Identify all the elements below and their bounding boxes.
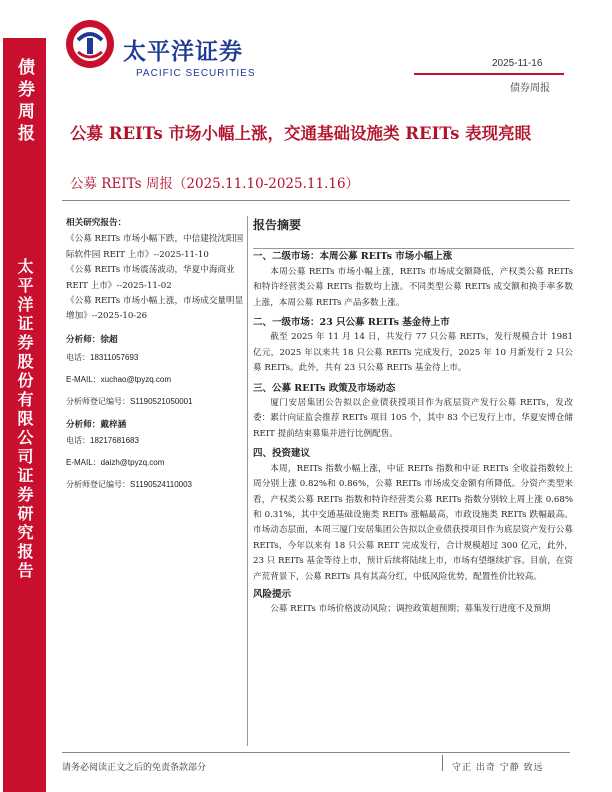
report-subtitle: 公募 REITs 周报（2025.11.10-2025.11.16） <box>70 176 360 192</box>
footer-separator <box>442 755 443 771</box>
report-summary <box>253 218 573 618</box>
analyst-phone: 电话：18217681683 <box>66 435 139 445</box>
report-date: 2025-11-16 <box>492 58 543 69</box>
section-body: 厦门安居集团公告拟以企业债获授项目作为底层资产发行公募 REITs，发改委：累计向证监会推荐 REITs 项目 105 个，其中 83 个已发行上市，华夏安博仓储 REIT 提前结束募集并进行比例配售。 <box>253 398 573 439</box>
company-name-en: PACIFIC SECURITIES <box>136 68 256 79</box>
footer-motto: 守正 出奇 宁静 致远 <box>452 763 544 773</box>
company-name-cn: 太平洋证券 <box>123 39 243 65</box>
report-title: 公募 REITs 市场小幅上涨，交通基础设施类 REITs 表现亮眼 <box>70 124 532 143</box>
left-info-column <box>66 216 244 501</box>
sidebar-report-type: 债券周报 <box>14 58 34 146</box>
analyst-heading: 分析师：徐超 <box>66 334 118 345</box>
company-logo-icon <box>64 18 116 70</box>
footer-disclaimer: 请务必阅读正文之后的免责条款部分 <box>62 763 207 773</box>
risk-body: 公募 REITs 市场价格波动风险；调控政策超预期；募集发行进度不及预期 <box>270 604 551 615</box>
section-body: 截至 2025 年 11 月 14 日，共发行 77 只公募 REITs，发行规模合计 1981 亿元，2025 年以来共 18 只公募 REITs 完成发行，2025 年 10 月新发行 2 只公募 REITs。此外，共有 23 只公募 REITs 基金待上市。 <box>253 332 573 374</box>
analyst-heading: 分析师：戴梓涵 <box>66 420 127 431</box>
footer-divider <box>62 752 570 753</box>
sidebar-report-type-band <box>3 38 46 146</box>
section-heading: 四、投资建议 <box>253 448 311 460</box>
section-body: 本周公募 REITs 市场小幅上涨，REITs 市场成交额降低，产权类公募 REITs 和特许经营类公募 REITs 指数均上涨。不同类型公募 REITs 成交额和换手率多数上涨，本周公募 REITs 产品多数上涨。 <box>253 266 573 308</box>
sidebar-company-band <box>3 146 46 792</box>
section-heading: 三、公募 REITs 政策及市场动态 <box>253 382 396 394</box>
analyst-cert: 分析师登记编号：S1190524110003 <box>66 479 192 489</box>
related-reports-heading: 相关研究报告： <box>66 218 127 228</box>
sidebar-company-name: 太平洋证券股份有限公司证券研究报告 <box>15 258 34 581</box>
section-heading: 一、二级市场：本周公募 REITs 市场小幅上涨 <box>253 251 453 263</box>
column-divider <box>247 216 248 746</box>
analyst-phone: 电话：18311057693 <box>66 353 139 363</box>
related-report-item[interactable]: 《公募 REITs 市场震荡波动，华夏中海商业 REIT 上市》--2025-11-02 <box>66 265 235 291</box>
analyst-email[interactable]: E-MAIL：xuchao@tpyzq.com <box>66 375 172 385</box>
analyst-cert: 分析师登记编号：S1190521050001 <box>66 397 193 407</box>
header-divider <box>414 73 564 75</box>
related-report-item[interactable]: 《公募 REITs 市场小幅上涨，市场成交量明显增加》--2025-10-26 <box>66 296 244 322</box>
section-body: 本周，REITs 指数小幅上涨，中证 REITs 指数和中证 REITs 全收益指数较上周分别上涨 0.82%和 0.86%，公募 REITs 市场成交金额有所降低。分资产类型来看，产权类公募 REITs 指数和特许经营类公募 REITs 指数分别较上周上涨 0.68%和 0.31%，其中交通基础设施类 REITs 涨幅最高，市政设施类 REITs 跌幅最高。市场动态层面，本周三厦门安居集团公告拟以企业债获授项目作为底层资产发行公募 REITs，今年以来有 18 只公募 REIT 完成发行，合计规模超过 300 亿元，此外，23 只 REITs 基金等待上市，预计后续将陆续上市，市场有望继续扩容。目前，在资产荒背景下，公募 REITs 具有其高分红，中低风险优势，配置性价比较高。 <box>253 463 573 582</box>
summary-title: 报告摘要 <box>253 218 302 232</box>
risk-heading: 风险提示 <box>253 588 292 600</box>
title-divider <box>62 200 570 201</box>
section-heading: 二、一级市场：23 只公募 REITs 基金待上市 <box>253 317 450 329</box>
analyst-email[interactable]: E-MAIL：daizh@tpyzq.com <box>66 457 165 467</box>
related-report-item[interactable]: 《公募 REITs 市场小幅下跌，中信建投沈阳国际软件园 REIT 上市》--2025-11-10 <box>66 234 244 260</box>
report-type: 债券周报 <box>510 83 550 94</box>
